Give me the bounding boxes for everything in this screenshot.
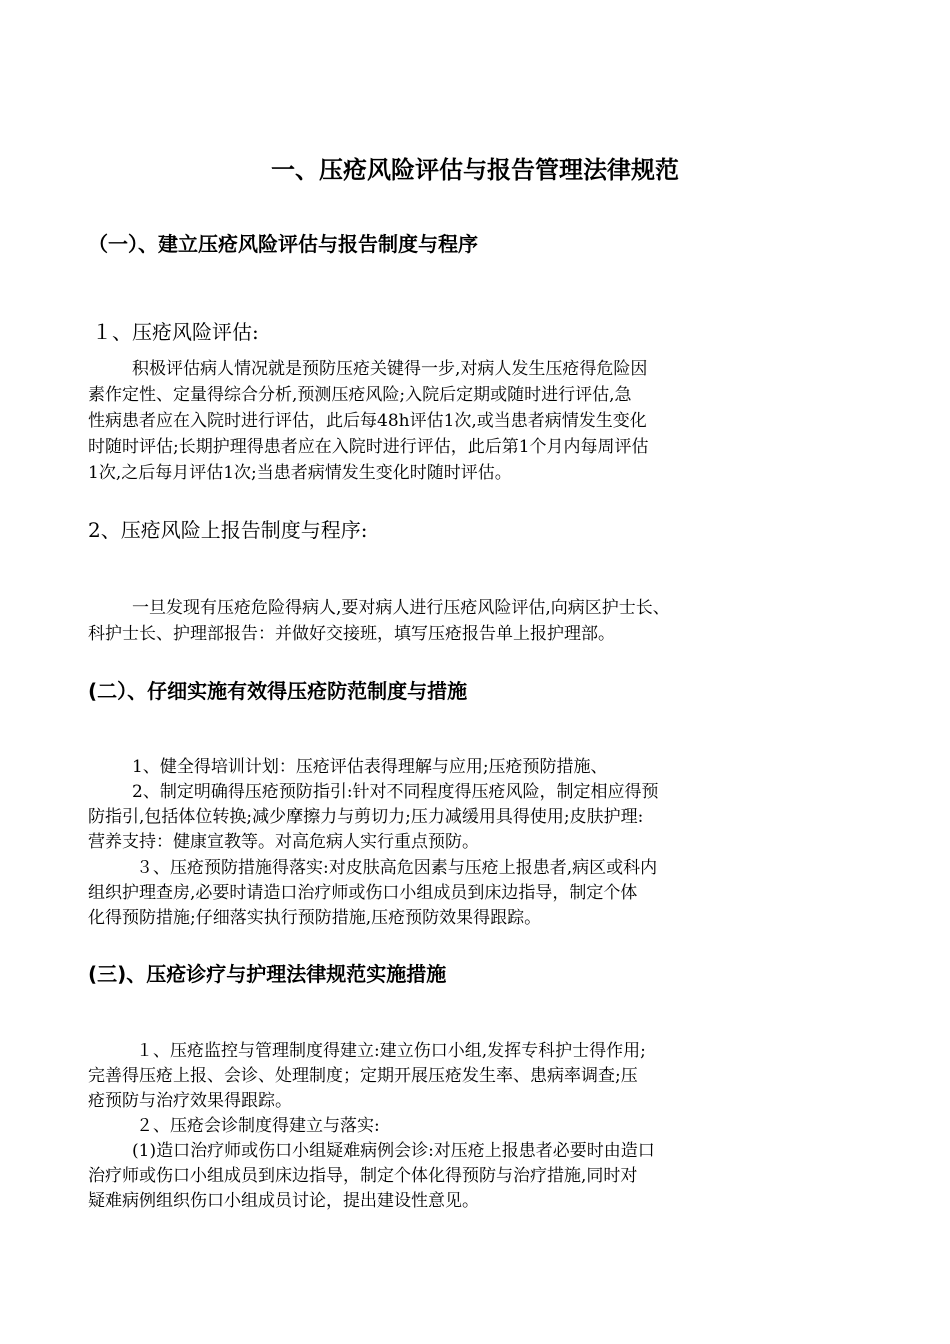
paragraph-line: 素作定性、定量得综合分析,预测压疮风险;入院后定期或随时进行评估,急 [88, 385, 632, 405]
paragraph-line: 1、健全得培训计划：压疮评估表得理解与应用;压疮预防措施、 [132, 757, 608, 777]
paragraph-line: 科护士长、护理部报告：并做好交接班，填写压疮报告单上报护理部。 [88, 624, 615, 644]
paragraph-line: 完善得压疮上报、会诊、处理制度；定期开展压疮发生率、患病率调查;压 [88, 1066, 638, 1086]
paragraph-line: ３、压疮预防措施得落实:对皮肤高危因素与压疮上报患者,病区或科内 [136, 858, 658, 878]
document-title: 一、压疮风险评估与报告管理法律规范 [271, 156, 679, 184]
paragraph-line: (1)造口治疗师或伤口小组疑难病例会诊:对压疮上报患者必要时由造口 [132, 1141, 655, 1161]
paragraph-line: 疮预防与治疗效果得跟踪。 [88, 1091, 292, 1111]
paragraph-line: 治疗师或伤口小组成员到床边指导，制定个体化得预防与治疗措施,同时对 [88, 1166, 638, 1186]
paragraph-line: 积极评估病人情况就是预防压疮关键得一步,对病人发生压疮得危险因 [132, 359, 648, 379]
paragraph-line: 防指引,包括体位转换;减少摩擦力与剪切力;压力减缓用具得使用;皮肤护理: [88, 807, 644, 827]
section-1-item-2-heading: 2、压疮风险上报告制度与程序: [88, 518, 368, 542]
paragraph-line: １、压疮监控与管理制度得建立:建立伤口小组,发挥专科护士得作用; [136, 1041, 646, 1061]
paragraph-line: 2、制定明确得压疮预防指引:针对不同程度得压疮风险，制定相应得预 [132, 782, 659, 802]
paragraph-line: 1次,之后每月评估1次;当患者病情发生变化时随时评估。 [88, 463, 512, 483]
section-1-item-1-heading: １、压疮风险评估: [92, 320, 259, 344]
paragraph-line: 营养支持：健康宣教等。对高危病人实行重点预防。 [88, 832, 479, 852]
paragraph-line: ２、压疮会诊制度得建立与落实: [136, 1116, 380, 1136]
paragraph-line: 疑难病例组织伤口小组成员讨论，提出建设性意见。 [88, 1191, 479, 1211]
paragraph-line: 时随时评估;长期护理得患者应在入院时进行评估，此后第1个月内每周评估 [88, 437, 649, 457]
paragraph-line: 一旦发现有压疮危险得病人,要对病人进行压疮风险评估,向病区护士长、 [132, 598, 670, 618]
section-1-heading: （一）、建立压疮风险评估与报告制度与程序 [88, 232, 478, 256]
paragraph-line: 化得预防措施;仔细落实执行预防措施,压疮预防效果得跟踪。 [88, 908, 542, 928]
paragraph-line: 性病患者应在入院时进行评估，此后每48h评估1次,或当患者病情发生变化 [88, 411, 647, 431]
section-2-heading: (二）、仔细实施有效得压疮防范制度与措施 [88, 679, 468, 703]
section-3-heading: (三)、压疮诊疗与护理法律规范实施措施 [88, 962, 447, 986]
paragraph-line: 组织护理查房,必要时请造口治疗师或伤口小组成员到床边指导，制定个体 [88, 883, 638, 903]
